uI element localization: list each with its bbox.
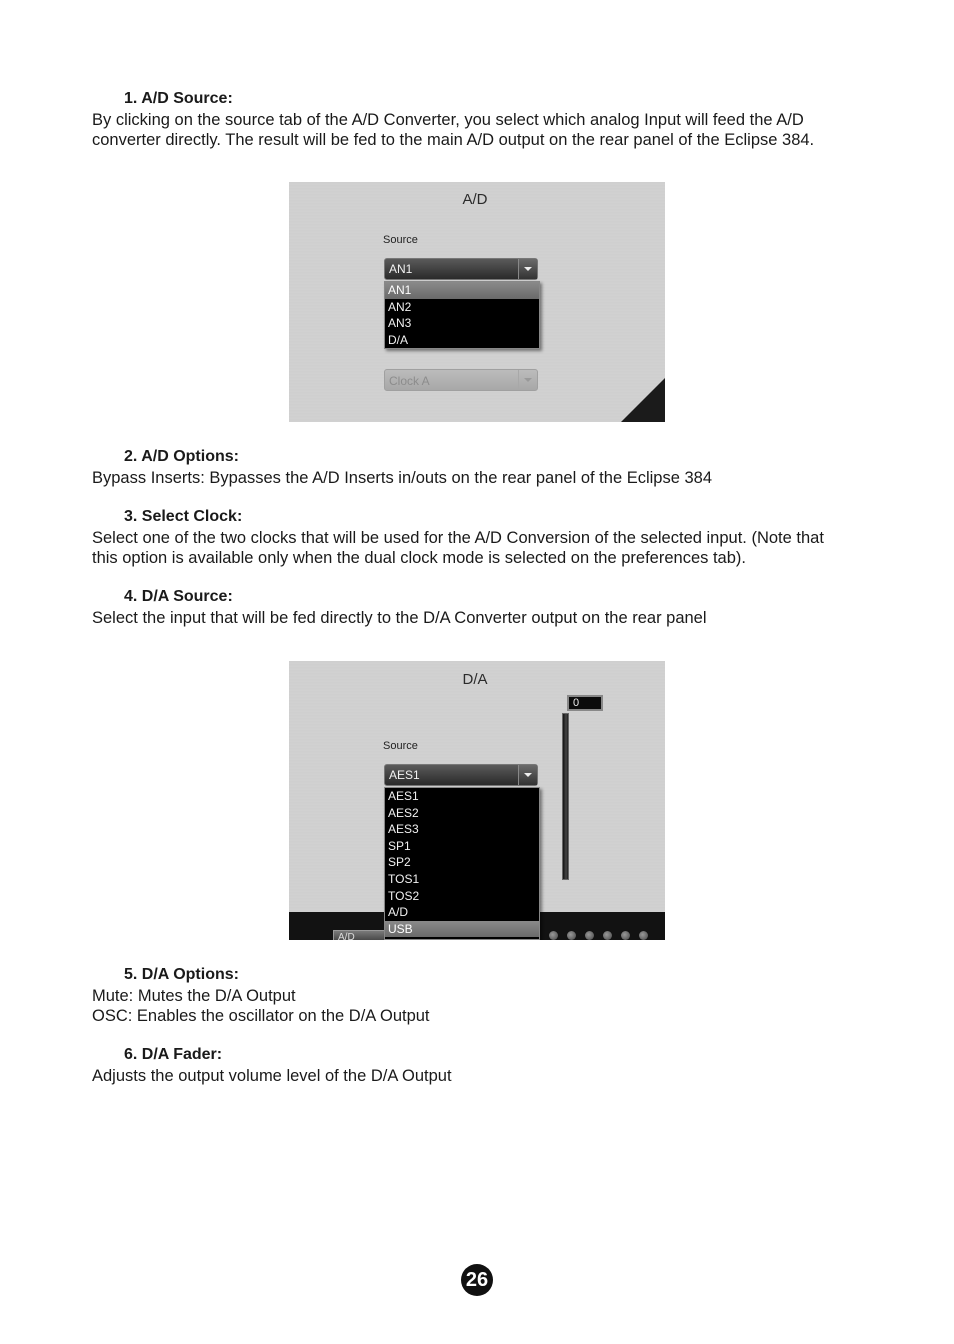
section-heading-da-options: 5. D/A Options:	[124, 966, 239, 983]
section-text-line: By clicking on the source tab of the A/D Converter, you select which analog Input will feed the A/D	[92, 111, 804, 129]
da-source-selected-value: AES1	[389, 768, 420, 782]
led-dot	[567, 931, 576, 940]
da-source-option[interactable]: USB	[385, 921, 539, 938]
fader-track[interactable]	[562, 713, 569, 880]
clock-select[interactable]	[384, 369, 538, 391]
chevron-down-icon[interactable]	[518, 370, 537, 390]
section-text-line: converter directly. The result will be fed to the main A/D output on the rear panel of the Eclipse 384.	[92, 131, 815, 149]
section-text-line: Bypass Inserts: Bypasses the A/D Inserts in/outs on the rear panel of the Eclipse 384	[92, 469, 713, 487]
led-dot	[621, 931, 630, 940]
da-source-option[interactable]: AES1	[388, 789, 419, 803]
da-source-select[interactable]	[384, 764, 538, 786]
section-heading-da-source: 4. D/A Source:	[124, 588, 233, 605]
panel-corner-decoration	[621, 378, 665, 422]
section-text-line: Select one of the two clocks that will be used for the A/D Conversion of the selected input. (Note that	[92, 529, 824, 547]
section-heading-select-clock: 3. Select Clock:	[124, 508, 243, 525]
section-text-line: Select the input that will be fed directly to the D/A Converter output on the rear panel	[92, 609, 707, 627]
section-text-line: Adjusts the output volume level of the D/A Output	[92, 1067, 452, 1085]
section-heading-da-fader: 6. D/A Fader:	[124, 1046, 223, 1063]
ad-source-dropdown	[384, 281, 540, 349]
section-heading-ad-options: 2. A/D Options:	[124, 448, 239, 465]
da-source-option[interactable]: A/D	[388, 905, 409, 920]
ad-panel-title: A/D	[462, 191, 488, 208]
led-dot	[585, 931, 594, 940]
da-source-option[interactable]: TOS1	[388, 871, 420, 886]
page-number: 26	[461, 1264, 493, 1296]
ad-source-select[interactable]	[384, 258, 538, 280]
da-panel-title: D/A	[462, 671, 488, 688]
section-heading-ad-source: 1. A/D Source:	[124, 90, 233, 107]
da-source-option[interactable]: SP2	[388, 855, 411, 870]
fader-value: 0	[573, 697, 580, 709]
chevron-down-icon[interactable]	[518, 765, 537, 785]
da-source-label: Source	[383, 740, 418, 752]
da-source-option[interactable]: SP1	[388, 838, 411, 853]
section-text-line: this option is available only when the dual clock mode is selected on the preferences tab).	[92, 549, 746, 567]
led-dot	[603, 931, 612, 940]
fader-value-display	[567, 695, 603, 711]
led-dot	[639, 931, 648, 940]
ad-panel-screenshot	[289, 182, 665, 422]
section-text-line: Mute: Mutes the D/A Output	[92, 987, 296, 1005]
da-source-option[interactable]: TOS2	[388, 888, 420, 903]
ad-source-selected-value: AN1	[389, 262, 413, 276]
da-source-option[interactable]: AES2	[388, 805, 419, 820]
ad-source-label: Source	[383, 234, 418, 246]
led-dot	[549, 931, 558, 940]
chevron-down-icon[interactable]	[518, 259, 537, 279]
tab-ad-label: A/D	[338, 932, 355, 940]
ad-source-option[interactable]: D/A	[388, 332, 409, 347]
da-source-dropdown	[384, 787, 540, 940]
ad-source-option[interactable]: AN2	[388, 299, 412, 314]
da-panel-screenshot	[289, 661, 665, 940]
section-text-line: OSC: Enables the oscillator on the D/A Output	[92, 1007, 430, 1025]
clock-selected-value: Clock A	[389, 374, 430, 388]
ad-source-option[interactable]: AN1	[385, 282, 539, 299]
ad-source-option[interactable]: AN3	[388, 316, 412, 331]
da-source-option[interactable]: AES3	[388, 822, 419, 837]
